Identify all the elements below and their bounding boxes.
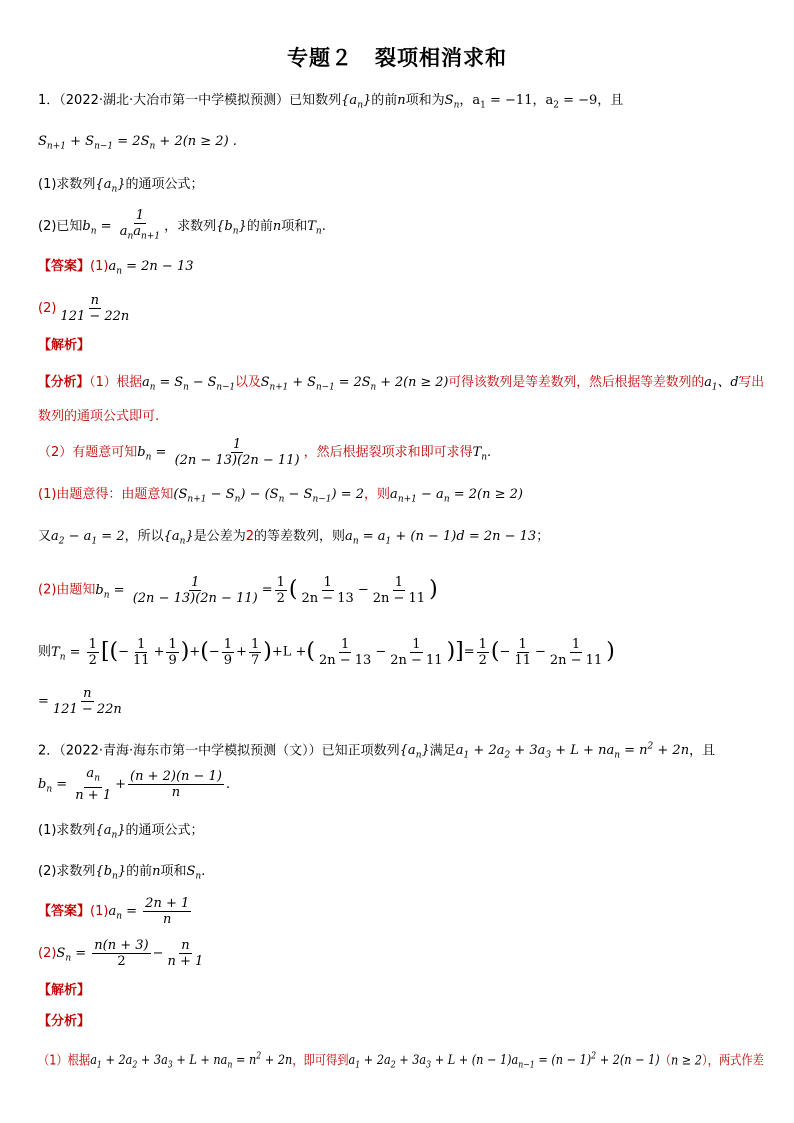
q2-part1: (1)求数列$\{a_n\}$的通项公式； — [38, 823, 204, 841]
q1-jiexi-label: 【解析】 — [38, 338, 91, 353]
q1-part1: (1)求数列$\{a_n\}$的通项公式； — [38, 177, 204, 195]
q1-answer: 【答案】$(1)a_n = 2n - 13$ — [38, 259, 194, 277]
q1-analysis-3: （2）有题意可知$b_n$ = $\frac{1}{(2n - 13)(2n - 11)}$ ，然后根据裂项求和即可求得$T_n$. — [38, 437, 492, 468]
q1-analysis-2: 数列的通项公式即可. — [38, 409, 160, 424]
q1-solution-2: 又$a_2 - a_1 = 2$，所以$\{a_n\}$是公差为2的等差数列，则$a_n = a_1 + (n - 1)d = 2n - 13$； — [38, 529, 550, 547]
q2-condition: $b_n$ = $\frac{a_n}{n + 1}$ + $\frac{(n + 2)(n - 1)}{n}$ . — [38, 766, 231, 803]
q2-jiexi-label: 【解析】 — [38, 983, 91, 998]
q2-part2: (2)求数列$\{b_n\}$的前n项和$S_n$. — [38, 864, 206, 882]
q1-part2: (2)已知$b_n$ = $\frac{1}{a_na_{n+1}}$ ，求数列$\{b_n\}$的前n项和$T_n$. — [38, 208, 326, 242]
page-title: 专题２ 裂项相消求和 — [287, 46, 507, 70]
q2-statement: 2．（2022·青海·海东市第一中学模拟预测（文））已知正项数列$\{a_n\}$满足$a_1 + 2a_2 + 3a_3 + L + na_n = n^2 + 2n$，且 — [38, 742, 716, 761]
q2-analysis-1: （1）根据$a_1 + 2a_2 + 3a_3 + L + na_n = n^2 + 2n$，即可得到$a_1 + 2a_2 + 3a_3 + L + (n - 1)a_{n-1} = (n - 1)^2 + 2(n - 1)(n \ge 2)$，两式作差 — [38, 1052, 764, 1071]
q1-solution-1: (1)由题意得：由题意知$(S_{n+1} - S_n) - (S_n - S_{n-1}) = 2$，则$a_{n+1} - a_n = 2(n \ge 2)$ — [38, 487, 523, 505]
q2-answer-2: $(2)S_n$ = $\frac{n(n + 3)}{2}$ − $\frac{n}{n + 1}$ — [38, 938, 204, 969]
q1-solution-5: = $\frac{n}{121 - 22n}$ — [38, 686, 122, 717]
q2-fenxi-label: 【分析】 — [38, 1014, 91, 1029]
q1-answer-2: (2) $\frac{n}{121 - 22n}$ — [38, 293, 130, 324]
q1-analysis-1: 【分析】（1）根据$a_n = S_n - S_{n-1}$以及$S_{n+1} + S_{n-1} = 2S_n + 2(n \ge 2)$可得该数列是等差数列，然后根据等差数列的$a_1$、d写出 — [38, 375, 765, 393]
q1-solution-3: (2)由题知$b_n$ = $\frac{1}{(2n - 13)(2n - 11)}$ = $\frac{1}{2}$ ( $\frac{1}{2n - 13}$ − $\frac{1}{2n - 11}$ ) — [38, 574, 438, 606]
q1-condition: $S_{n+1} + S_{n-1} = 2S_n + 2(n \ge 2)$ . — [38, 134, 237, 152]
q1-solution-4: 则$T_n$ = $\frac{1}{2}$ [(− $\frac{1}{11}$ + $\frac{1}{9}$ )+(− $\frac{1}{9}$ + $\frac{1}{7}$ )+L +( $\frac{1}{2n - 13}$ − $\frac{1}{2n - 11}$ )]= $\frac{1}{2}$ (− $\frac{1}{11}$ − $\frac{1}{2n - 11}$ ) — [38, 636, 615, 668]
q2-answer: 【答案】$(1)a_n$ = $\frac{2n + 1}{n}$ — [38, 896, 190, 927]
q1-statement: 1．（2022·湖北·大冶市第一中学模拟预测）已知数列$\{a_n\}$的前n项和为$S_n$，$a_1 = -11$，$a_2 = -9$，且 — [38, 93, 624, 111]
